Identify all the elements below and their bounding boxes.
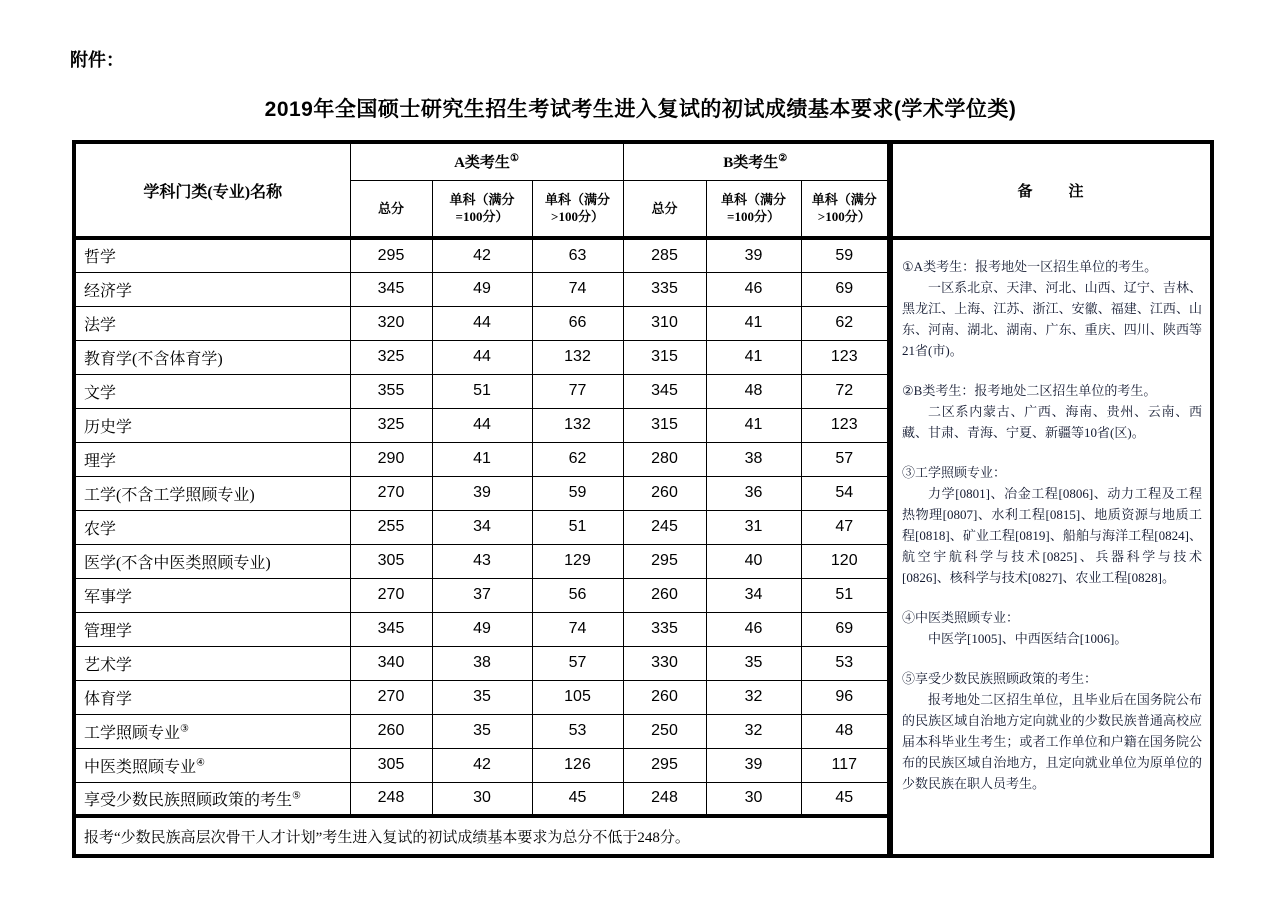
subject-cell: 经济学 [74,272,350,306]
remark-paragraph: ④中医类照顾专业： [902,610,1020,625]
score-cell-b: 123 [801,408,890,442]
score-cell-a: 35 [432,714,532,748]
group-b-footnote-mark: ② [778,153,788,165]
score-cell-b: 46 [706,612,801,646]
subject-cell: 农学 [74,510,350,544]
score-cell-b: 280 [623,442,706,476]
score-cell-b: 45 [801,782,890,816]
subheader-a-eq100: 单科（满分=100分） [432,180,532,238]
subject-cell: 管理学 [74,612,350,646]
subheader-b-total: 总分 [623,180,706,238]
score-cell-a: 305 [350,748,432,782]
footnote-mark: ③ [180,723,189,735]
score-cell-b: 260 [623,476,706,510]
remark-paragraph: 报考地处二区招生单位，且毕业后在国务院公布的民族区域自治地方定向就业的少数民族普通高校应届本科毕业生考生；或者工作单位和户籍在国务院公布的民族区域自治地方，且定向就业单位为原单位的少数民族在职人员考生。 [902,692,1203,791]
score-cell-a: 43 [432,544,532,578]
score-cell-b: 57 [801,442,890,476]
score-cell-a: 345 [350,272,432,306]
group-b-label: B类考生 [723,155,779,172]
score-cell-b: 35 [706,646,801,680]
score-cell-a: 45 [532,782,623,816]
group-b-header [623,142,890,180]
score-cell-a: 59 [532,476,623,510]
subject-cell: 医学(不含中医类照顾专业) [74,544,350,578]
score-cell-b: 295 [623,544,706,578]
score-table [72,140,1214,858]
score-cell-a: 290 [350,442,432,476]
score-cell-a: 30 [432,782,532,816]
score-cell-b: 54 [801,476,890,510]
page-title: 2019年全国硕士研究生招生考试考生进入复试的初试成绩基本要求(学术学位类) [264,98,1017,121]
score-cell-a: 345 [350,612,432,646]
score-cell-b: 32 [706,714,801,748]
score-cell-a: 56 [532,578,623,612]
score-cell-a: 53 [532,714,623,748]
score-cell-b: 41 [706,340,801,374]
remarks-cell [890,238,1212,856]
score-cell-a: 34 [432,510,532,544]
footer-note: 报考“少数民族高层次骨干人才计划”考生进入复试的初试成绩基本要求为总分不低于248分。 [74,816,890,856]
score-cell-a: 325 [350,408,432,442]
score-cell-a: 39 [432,476,532,510]
score-cell-b: 51 [801,578,890,612]
score-cell-b: 41 [706,408,801,442]
score-cell-a: 44 [432,408,532,442]
score-cell-b: 260 [623,680,706,714]
footnote-mark: ⑤ [292,790,301,802]
subheader-b-gt100: 单科（满分>100分） [801,180,890,238]
subheader-b-eq100: 单科（满分=100分） [706,180,801,238]
subject-cell: 艺术学 [74,646,350,680]
score-cell-a: 49 [432,612,532,646]
score-cell-a: 35 [432,680,532,714]
subject-cell: 工学照顾专业③ [74,714,350,748]
score-cell-b: 295 [623,748,706,782]
score-cell-b: 39 [706,238,801,272]
subject-cell: 教育学(不含体育学) [74,340,350,374]
score-cell-a: 340 [350,646,432,680]
score-cell-b: 285 [623,238,706,272]
score-cell-b: 39 [706,748,801,782]
subject-cell: 法学 [74,306,350,340]
attachment-label: 附件： [70,50,124,70]
score-cell-b: 96 [801,680,890,714]
score-cell-b: 31 [706,510,801,544]
score-cell-b: 53 [801,646,890,680]
score-cell-a: 74 [532,612,623,646]
score-cell-b: 32 [706,680,801,714]
score-cell-b: 260 [623,578,706,612]
subject-cell: 历史学 [74,408,350,442]
score-cell-a: 77 [532,374,623,408]
score-cell-b: 38 [706,442,801,476]
subheader-a-gt100: 单科（满分>100分） [532,180,623,238]
score-cell-a: 305 [350,544,432,578]
score-cell-b: 30 [706,782,801,816]
remarks-header: 备 注 [890,142,1212,238]
score-cell-a: 129 [532,544,623,578]
score-cell-b: 310 [623,306,706,340]
score-cell-a: 57 [532,646,623,680]
remark-paragraph: ⑤享受少数民族照顾政策的考生： [902,671,1098,686]
score-cell-b: 245 [623,510,706,544]
remark-paragraph: ①A类考生：报考地处一区招生单位的考生。 [902,259,1158,274]
score-cell-a: 355 [350,374,432,408]
subject-cell: 中医类照顾专业④ [74,748,350,782]
subject-cell: 享受少数民族照顾政策的考生⑤ [74,782,350,816]
subject-cell: 理学 [74,442,350,476]
score-cell-a: 62 [532,442,623,476]
score-cell-b: 250 [623,714,706,748]
table-row [74,238,1212,272]
score-cell-a: 42 [432,748,532,782]
score-cell-b: 335 [623,272,706,306]
score-cell-a: 260 [350,714,432,748]
score-cell-a: 270 [350,680,432,714]
score-cell-a: 38 [432,646,532,680]
remark-paragraph: 力学[0801]、冶金工程[0806]、动力工程及工程热物理[0807]、水利工程[0815]、地质资源与地质工程[0818]、矿业工程[0819]、船舶与海洋工程[0824]、航空宇航科学与技术[0825]、兵器科学与技术[0826]、核科学与技术[0827]、农业工程[0828]。 [902,486,1203,585]
score-cell-a: 44 [432,306,532,340]
remark-paragraph: 中医学[1005]、中西医结合[1006]。 [928,631,1128,646]
group-a-footnote-mark: ① [509,153,519,165]
subject-cell: 文学 [74,374,350,408]
score-cell-b: 46 [706,272,801,306]
score-cell-a: 66 [532,306,623,340]
subject-cell: 工学(不含工学照顾专业) [74,476,350,510]
score-cell-a: 42 [432,238,532,272]
score-cell-a: 126 [532,748,623,782]
remark-paragraph: 一区系北京、天津、河北、山西、辽宁、吉林、黑龙江、上海、江苏、浙江、安徽、福建、江西、山东、河南、湖北、湖南、广东、重庆、四川、陕西等21省(市)。 [902,280,1203,358]
remark-paragraph: ②B类考生：报考地处二区招生单位的考生。 [902,383,1157,398]
score-cell-b: 330 [623,646,706,680]
score-cell-a: 49 [432,272,532,306]
score-cell-b: 34 [706,578,801,612]
subject-column-header: 学科门类(专业)名称 [74,142,350,238]
score-cell-a: 132 [532,340,623,374]
score-cell-a: 63 [532,238,623,272]
score-cell-b: 48 [706,374,801,408]
score-cell-b: 248 [623,782,706,816]
score-cell-b: 120 [801,544,890,578]
score-cell-b: 36 [706,476,801,510]
score-cell-b: 335 [623,612,706,646]
score-cell-b: 345 [623,374,706,408]
score-cell-a: 74 [532,272,623,306]
score-cell-a: 41 [432,442,532,476]
score-cell-b: 40 [706,544,801,578]
score-cell-a: 325 [350,340,432,374]
score-cell-a: 132 [532,408,623,442]
score-cell-b: 69 [801,612,890,646]
score-cell-a: 105 [532,680,623,714]
score-cell-a: 255 [350,510,432,544]
score-cell-b: 117 [801,748,890,782]
subject-cell: 军事学 [74,578,350,612]
table-body [74,238,1212,856]
subject-cell: 体育学 [74,680,350,714]
score-cell-b: 41 [706,306,801,340]
header-row-groups [74,142,1212,180]
group-a-label: A类考生 [454,155,510,172]
score-cell-a: 248 [350,782,432,816]
score-cell-b: 59 [801,238,890,272]
score-cell-a: 37 [432,578,532,612]
score-cell-b: 315 [623,340,706,374]
score-cell-b: 72 [801,374,890,408]
footnote-mark: ④ [196,757,205,769]
score-cell-a: 51 [432,374,532,408]
score-cell-a: 44 [432,340,532,374]
score-cell-a: 51 [532,510,623,544]
score-cell-a: 270 [350,578,432,612]
remark-paragraph: 二区系内蒙古、广西、海南、贵州、云南、西藏、甘肃、青海、宁夏、新疆等10省(区)。 [902,404,1203,440]
score-cell-b: 62 [801,306,890,340]
remark-paragraph: ③工学照顾专业： [902,465,1007,480]
score-cell-b: 69 [801,272,890,306]
score-cell-b: 47 [801,510,890,544]
subheader-a-total: 总分 [350,180,432,238]
score-cell-b: 123 [801,340,890,374]
score-cell-b: 48 [801,714,890,748]
score-cell-b: 315 [623,408,706,442]
subject-cell: 哲学 [74,238,350,272]
score-cell-a: 295 [350,238,432,272]
score-cell-a: 270 [350,476,432,510]
group-a-header [350,142,623,180]
score-cell-a: 320 [350,306,432,340]
